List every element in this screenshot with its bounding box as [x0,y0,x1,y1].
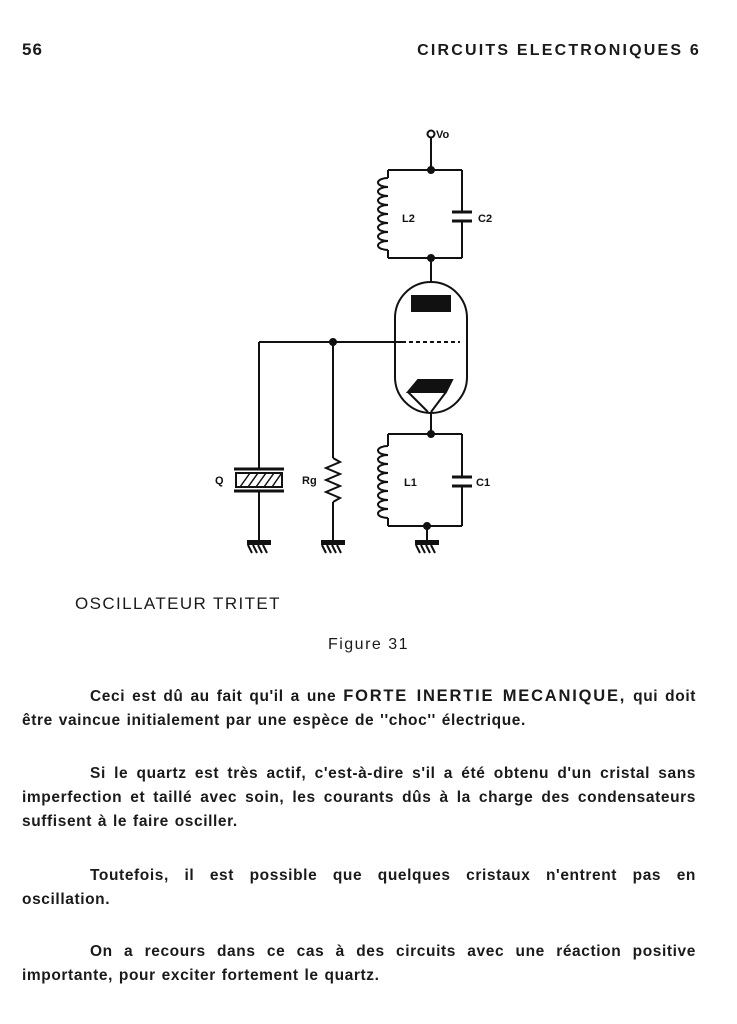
paragraph-4 [22,940,696,988]
paragraph-1-emphasis: FORTE INERTIE MECANIQUE, [343,687,627,705]
tube-cathode [408,380,452,392]
inductor-l2 [378,170,388,258]
vacuum-tube [395,282,467,413]
paragraph-3-text: Toutefois, il est possible que quelques cristaux n'entrent pas en oscillation. [22,867,696,908]
paragraph-3 [22,864,696,912]
capacitor-c1 [452,434,472,526]
running-title: CIRCUITS ELECTRONIQUES 6 [417,42,701,59]
caption-title: OSCILLATEUR TRITET [75,594,281,613]
ground-quartz [247,540,271,553]
label-q: Q [215,475,224,487]
label-c1: C1 [476,477,491,489]
paragraph-4-text: On a recours dans ce cas à des circuits avec une réaction positive importante, pour exciter fortement le quartz. [22,943,696,984]
label-vo: Vo [436,129,450,141]
inductor-l1 [378,434,388,526]
paragraph-1 [22,684,696,733]
label-l1: L1 [404,477,417,489]
quartz-crystal-q [234,469,284,540]
tube-plate [412,296,450,311]
label-l2: L2 [402,213,415,225]
ground-rg [321,540,345,553]
figure-label: Figure 31 [327,636,410,653]
paragraph-1-start: Ceci est dû au fait qu'il a une [90,688,344,705]
ground-cathode [415,540,439,553]
paragraph-2-text: Si le quartz est très actif, c'est-à-dire s'il a été obtenu d'un cristal sans imperfection et taillé avec soin, les courants dûs à la charge des condensateurs suffisent à le faire osciller. [22,765,696,830]
vo-terminal [428,131,435,138]
label-c2: C2 [478,213,493,225]
paragraph-2 [22,762,696,834]
label-rg: Rg [302,475,317,487]
paragraph-1-end: qui doit être vaincue initialement par une espèce de ''choc'' électrique. [22,688,696,729]
page-number: 56 [22,40,43,59]
capacitor-c2 [452,170,472,258]
resistor-rg [326,458,340,540]
